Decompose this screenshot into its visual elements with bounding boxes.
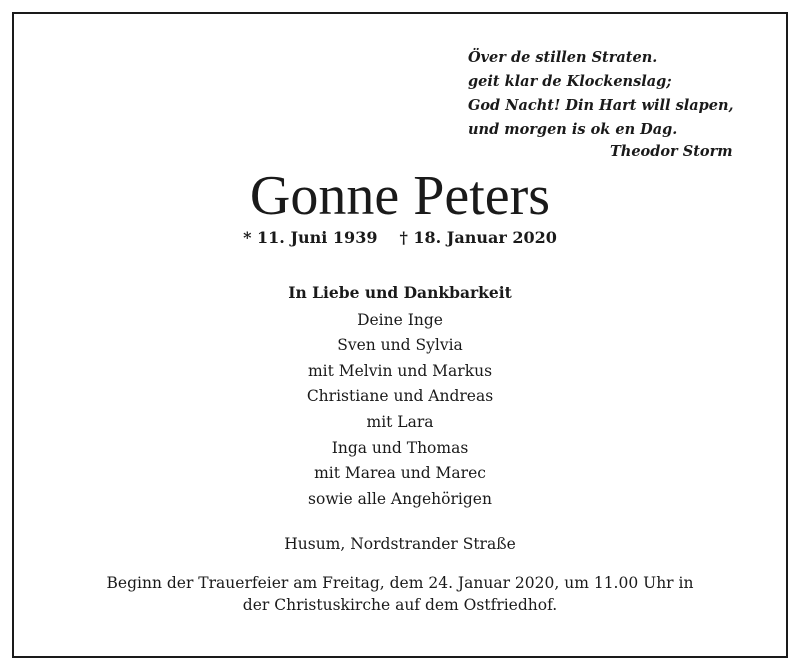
ceremony-info bbox=[0, 572, 800, 616]
mourner-name: Deine Inge bbox=[357, 310, 443, 329]
mourner-name: Inga und Thomas bbox=[331, 438, 469, 457]
mourners-block bbox=[0, 280, 800, 512]
poem-author: Theodor Storm bbox=[610, 143, 733, 160]
death-date: † 18. Januar 2020 bbox=[399, 228, 557, 247]
mourner-name: Sven und Sylvia bbox=[337, 336, 463, 355]
mourner-name: Christiane und Andreas bbox=[306, 387, 494, 406]
mourners-heading: In Liebe und Dankbarkeit bbox=[288, 283, 512, 302]
deceased-name: Gonne Peters bbox=[249, 165, 551, 227]
mourner-name: mit Lara bbox=[366, 412, 434, 431]
poem-line: God Nacht! Din Hart will slapen, bbox=[468, 97, 734, 114]
poem-block bbox=[468, 46, 768, 164]
ceremony-line: der Christuskirche auf dem Ostfriedhof. bbox=[242, 596, 558, 614]
mourner-name: mit Melvin und Markus bbox=[307, 361, 493, 380]
address: Husum, Nordstrander Straße bbox=[284, 535, 516, 553]
poem-line: geit klar de Klockenslag; bbox=[468, 73, 672, 90]
ceremony-line: Beginn der Trauerfeier am Freitag, dem 24. Januar 2020, um 11.00 Uhr in bbox=[106, 574, 694, 592]
poem-line: Över de stillen Straten. bbox=[468, 49, 658, 66]
mourner-name: mit Marea und Marec bbox=[314, 464, 486, 483]
poem-line: und morgen is ok en Dag. bbox=[468, 121, 678, 138]
birth-date: * 11. Juni 1939 bbox=[243, 228, 378, 247]
life-dates bbox=[0, 226, 800, 250]
mourner-name: sowie alle Angehörigen bbox=[308, 489, 492, 508]
